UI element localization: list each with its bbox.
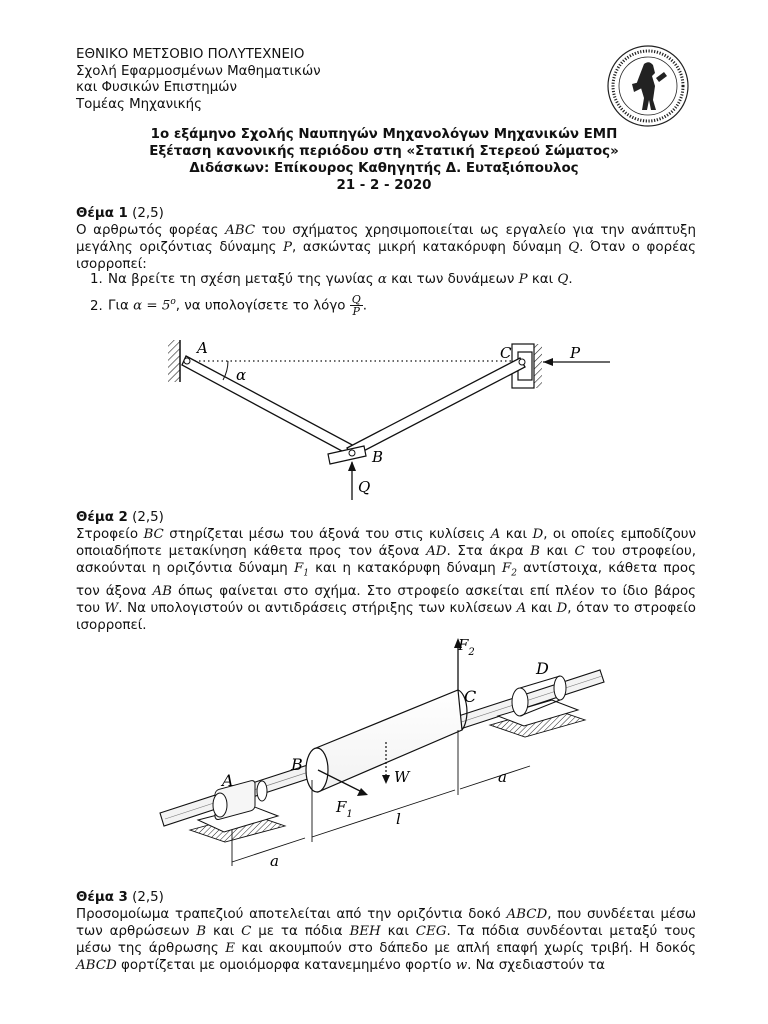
pin-a <box>184 358 190 364</box>
label-q: Q <box>358 478 371 496</box>
ratio-fraction: $\frac{Q}{P}$ <box>351 293 361 318</box>
label-d: D <box>536 659 549 678</box>
theme2-figure <box>0 630 768 880</box>
bar-bc <box>347 358 525 457</box>
theme1-heading: Θέμα 1 (2,5) <box>76 206 164 221</box>
label-f1: $F_1$ <box>336 798 353 820</box>
label-w: W <box>394 768 410 786</box>
label-c: C <box>500 344 512 362</box>
school-name-line2: και Φυσικών Επιστημών <box>76 80 237 95</box>
label-a: A <box>222 771 234 790</box>
label-p: P <box>570 344 581 362</box>
label-f2: $F_2$ <box>458 636 475 658</box>
theme1-statement <box>76 205 696 273</box>
left-wall-support <box>168 340 180 382</box>
theme1-text: Ο αρθρωτός φορέας ABC του σχήματος χρησιμοποιείται ως εργαλείο για την ανάπτυξη μεγάλης οριζόντιας δύναμης P, ασκώντας μικρή κατακόρυφη δύναμη Q. Όταν ο φορέας ισορροπεί: <box>76 223 696 272</box>
university-name: ΕΘΝΙΚΟ ΜΕΤΣΟΒΙΟ ΠΟΛΥΤΕΧΝΕΙΟ <box>76 47 305 62</box>
exam-course-line: 1ο εξάμηνο Σχολής Ναυπηγών Μηχανολόγων Μηχανικών ΕΜΠ <box>150 127 618 142</box>
exam-instructor-line: Διδάσκων: Επίκουρος Καθηγητής Δ. Ευταξιόπουλος <box>189 161 579 176</box>
theme1-figure <box>0 330 768 500</box>
university-seal-icon <box>606 44 690 128</box>
exam-date: 21 - 2 - 2020 <box>336 178 432 193</box>
exam-title <box>0 126 768 194</box>
label-b: B <box>291 755 303 774</box>
theme3-statement <box>76 889 696 974</box>
label-a: A <box>197 339 208 357</box>
label-l: l <box>396 810 401 828</box>
institution-header <box>76 47 321 113</box>
theme2-statement <box>76 509 696 634</box>
label-b: B <box>372 448 384 466</box>
theme2-text: Στροφείο BC στηρίζεται μέσω του άξονά του στις κυλίσεις A και D, οι οποίες εμποδίζουν οποιαδήποτε μετακίνηση κάθετα προς τον άξονα AD. Στα άκρα B και C του στροφείου, ασκούνται η οριζόντια δύναμη $F_1$ και η κατακόρυφη δύναμη $F_2$ αντίστοιχα, κάθετα προς τον άξονα AB όπως φαίνεται στο σχήμα. Στο στροφείο ασκείται επί πλέον το ίδιο βάρος του W. Να υπολογιστούν οι αντιδράσεις στήριξης των κυλίσεων A και D, όταν το στροφείο ισορροπεί. <box>76 527 697 633</box>
theme3-heading: Θέμα 3 (2,5) <box>76 890 164 905</box>
pin-c <box>519 359 525 365</box>
label-a-distance-left: a <box>270 852 279 870</box>
theme1-question-2: 2. Για $\alpha = 5^o$, να υπολογίσετε το λόγο $\frac{Q}{P}$ . <box>90 293 368 318</box>
theme2-heading: Θέμα 2 (2,5) <box>76 510 164 525</box>
school-name-line1: Σχολή Εφαρμοσμένων Μαθηματικών <box>76 63 321 79</box>
label-alpha: α <box>236 366 247 384</box>
exam-period-line: Εξέταση κανονικής περιόδου στη «Στατική Στερεού Σώματος» <box>149 144 619 159</box>
department-name: Τομέας Μηχανικής <box>76 96 202 112</box>
theme3-text: Προσομοίωμα τραπεζιού αποτελείται από την οριζόντια δοκό ABCD, που συνδέεται μέσω των αρθρώσεων B και C με τα πόδια BEH και CEG. Τα πόδια συνδέονται μεταξύ τους μέσω της άρθρωσης E και ακουμπούν στο δάπεδο με απλή επαφή χωρίς τριβή. Η δοκός ABCD φορτίζεται με ομοιόμορφα κατανεμημένο φορτίο w. Να σχεδιαστούν τα <box>76 907 697 973</box>
pin-b <box>349 450 355 456</box>
label-c: C <box>464 687 477 706</box>
bar-ab <box>182 356 358 457</box>
theme1-question-1: 1. Να βρείτε τη σχέση μεταξύ της γωνίας α και των δυνάμεων P και Q. <box>90 272 573 287</box>
label-a-distance-right: a <box>498 768 507 786</box>
